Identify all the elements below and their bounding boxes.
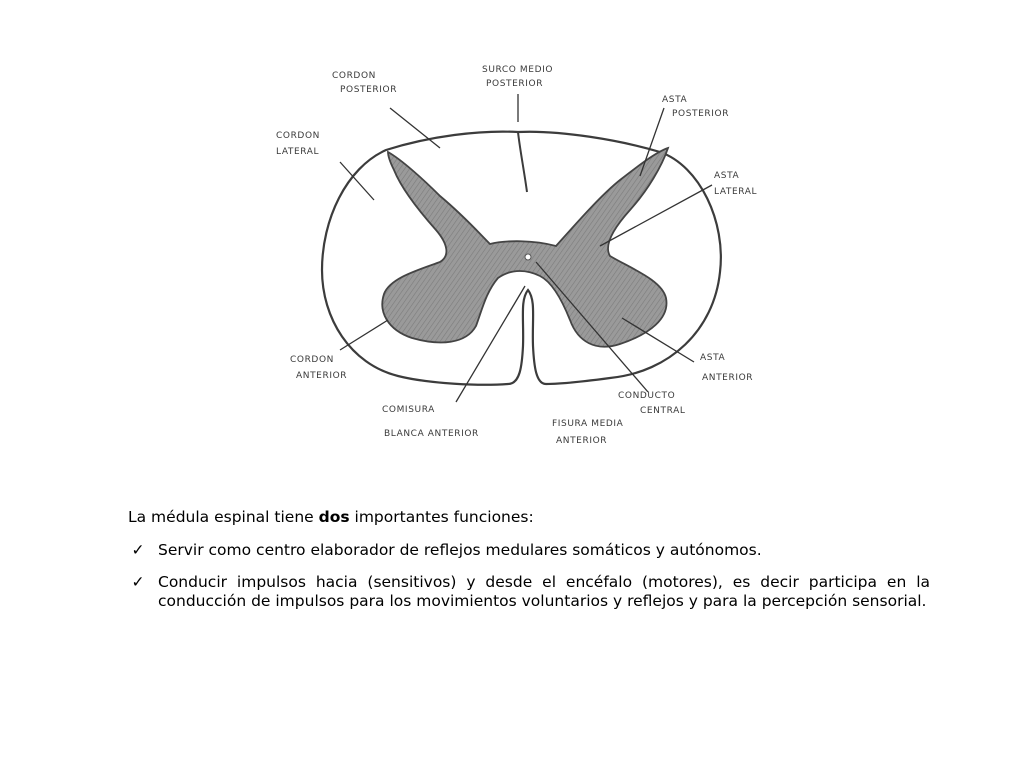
- label-surco-medio-posterior: SURCO MEDIO POSTERIOR: [482, 65, 554, 89]
- label-asta-anterior: ASTA ANTERIOR: [700, 353, 754, 383]
- label-asta-lateral: ASTA LATERAL: [714, 171, 758, 197]
- list-item-text: Servir como centro elaborador de reflejos medulares somáticos y autónomos.: [158, 541, 762, 559]
- label-cordon-posterior: CORDON POSTERIOR: [332, 71, 398, 95]
- functions-list: [128, 541, 930, 611]
- label-conducto-central: CONDUCTO CENTRAL: [618, 391, 686, 416]
- list-item-text: Conducir impulsos hacia (sensitivos) y desde el encéfalo (motores), es decir participa en la conducción de impulsos para los movimientos voluntarios y reflejos y para la percepción sensorial.: [158, 573, 930, 610]
- functions-text: [128, 508, 930, 624]
- list-item: [128, 541, 930, 560]
- label-cordon-anterior: CORDON ANTERIOR: [290, 355, 348, 381]
- checkmark-icon: ✓: [131, 573, 145, 591]
- label-cordon-lateral: CORDON LATERAL: [276, 131, 320, 157]
- intro-sentence: La médula espinal tiene dos importantes funciones:: [128, 508, 534, 526]
- label-asta-posterior: ASTA POSTERIOR: [662, 95, 730, 119]
- label-fisura-media-anterior: FISURA MEDIA ANTERIOR: [552, 419, 624, 446]
- posterior-median-sulcus: [518, 132, 527, 192]
- bold-word: dos: [318, 508, 350, 526]
- checkmark-icon: ✓: [131, 541, 145, 559]
- list-item: [128, 573, 930, 611]
- label-comisura-blanca-anterior: COMISURA BLANCA ANTERIOR: [382, 405, 479, 439]
- central-canal: [525, 254, 531, 260]
